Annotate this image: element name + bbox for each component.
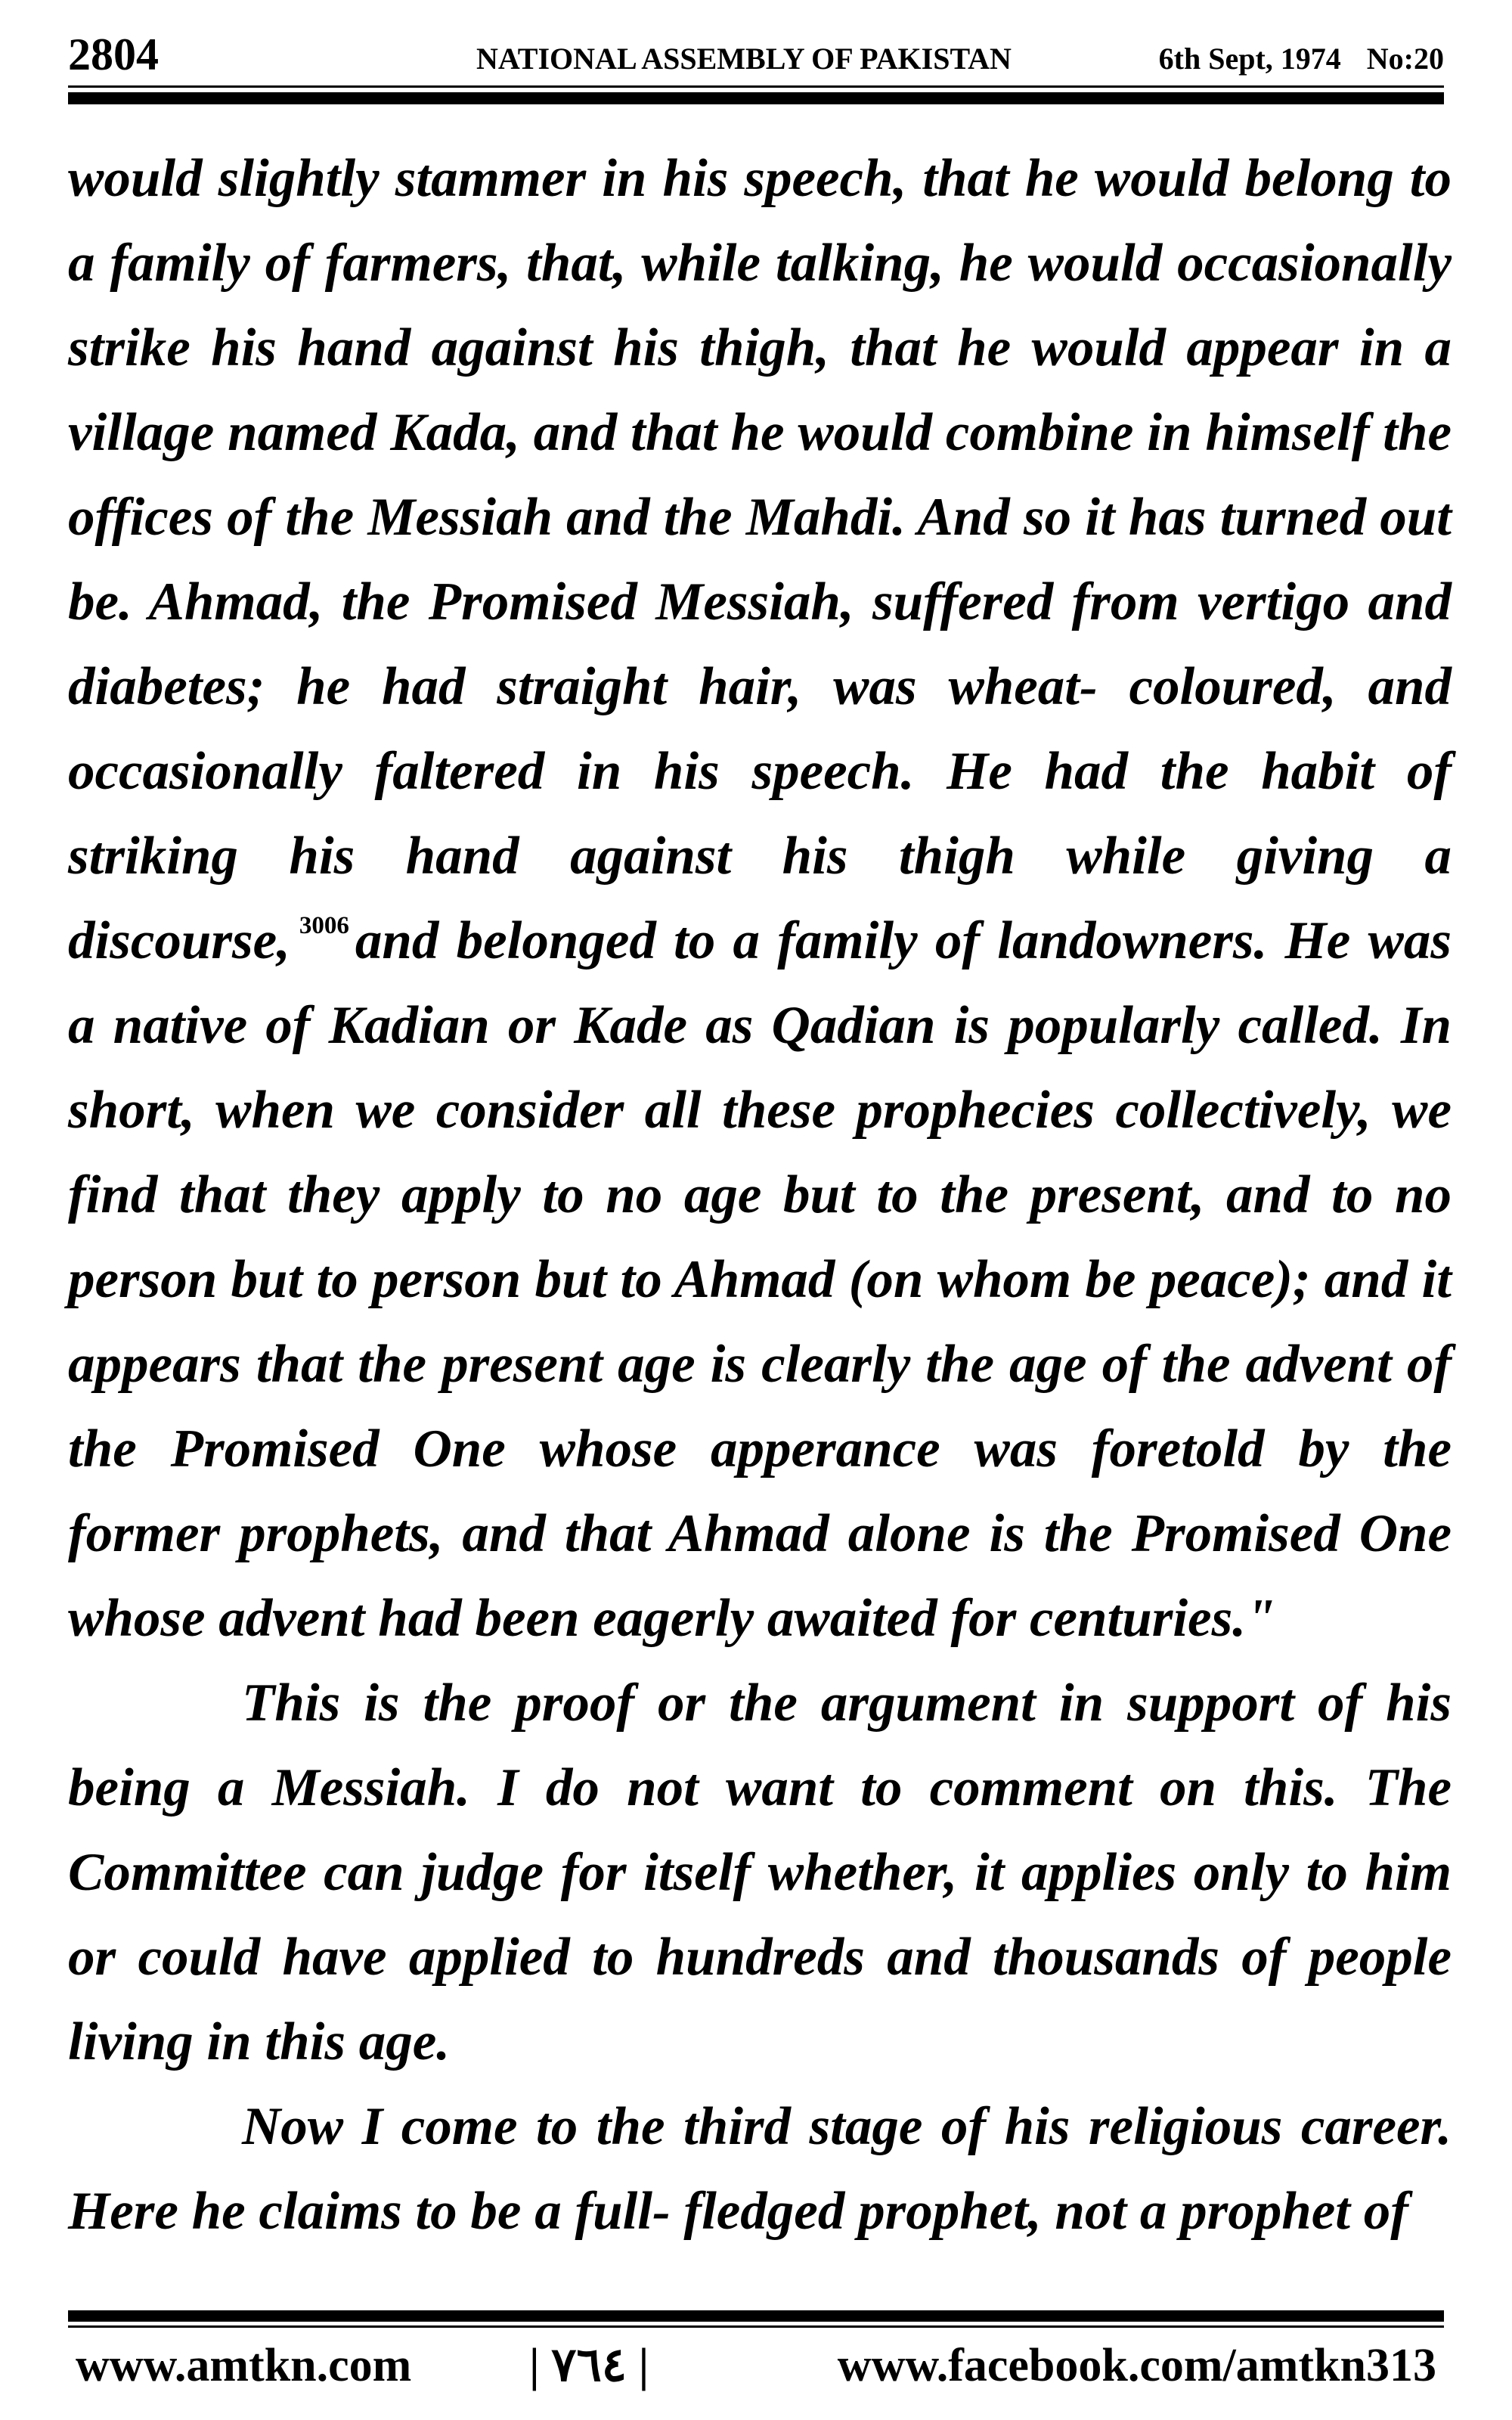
issue-number: No:20	[1366, 42, 1444, 76]
paragraph-1-part-2: and belonged to a family of landowners. He was a native of Kadian or Kade as Qadian is popularly called. In short, when we consider all these prophecies collectively, we find that they apply to no age but to the present, and to no person but to person but to Ahmad (on whom be peace); and it appears that the present age is clearly the age of the advent of the Promised One whose apperance was foretold by the former prophets, and that Ahmad alone is the Promised One whose advent had been eagerly awaited for centuries."	[68, 911, 1452, 1648]
footer-facebook: www.facebook.com/amtkn313	[837, 2340, 1436, 2391]
header-rule-thin	[68, 85, 1444, 88]
paragraph-1-part-1: would slightly stammer in his speech, that he would belong to a family of farmers, that, while talking, he would occasionally strike his hand against his thigh, that he would appear in a village named Kada, and that he would combine in himself the offices of the Messiah and the Mahdi. And so it has turned out be. Ahmad, the Promised Messiah, suffered from vertigo and diabetes; he had straight hair, was wheat- coloured, and occasionally faltered in his speech. He had the habit of striking his hand against his thigh while giving a discourse,	[68, 149, 1452, 970]
footer-rule-thin	[68, 2325, 1444, 2328]
footnote-reference: 3006	[299, 912, 349, 939]
header-date-issue	[1159, 44, 1444, 74]
header-rule-thick	[68, 92, 1444, 104]
footer-page-marker: | ۷٦٤ |	[529, 2340, 649, 2391]
paragraph-proof-argument: This is the proof or the argument in support of his being a Messiah. I do not want to comment on this. The Committee can judge for itself whether, it applies only to him or could have applied to hundreds and thousands of people living in this age.	[68, 1674, 1452, 2071]
publication-title: NATIONAL ASSEMBLY OF PAKISTAN	[476, 42, 1012, 76]
footer-rule-thick	[68, 2310, 1444, 2322]
paragraph-third-stage: Now I come to the third stage of his religious career. Here he claims to be a full- fledged prophet, not a prophet of	[68, 2097, 1452, 2241]
paragraph-quoted-prophecies	[68, 136, 1452, 1661]
session-date: 6th Sept, 1974	[1158, 42, 1341, 76]
footer-website: www.amtkn.com	[76, 2340, 412, 2391]
body-text	[68, 136, 1452, 2254]
page-header	[68, 23, 1444, 83]
page-number: 2804	[68, 29, 159, 79]
page-footer	[68, 2335, 1444, 2396]
